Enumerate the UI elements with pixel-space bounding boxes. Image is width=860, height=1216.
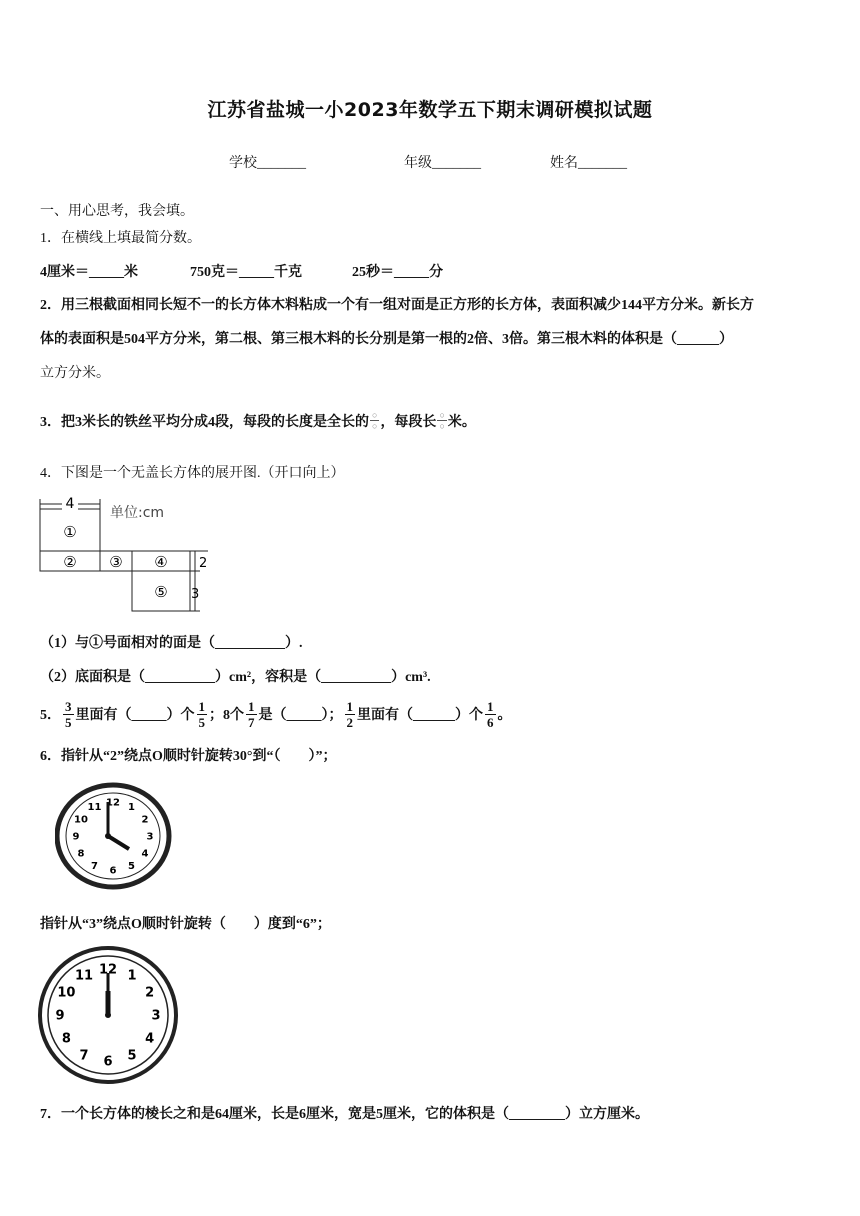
face-1: ① xyxy=(63,523,77,541)
q5-number: 5． xyxy=(40,708,61,723)
clock-numeral: 3 xyxy=(151,1008,161,1024)
clock-numeral: 5 xyxy=(128,860,135,872)
clock-numeral: 1 xyxy=(127,968,137,984)
q5-text: 里面有（_____）个 xyxy=(75,708,195,723)
clock-numeral: 8 xyxy=(61,1031,71,1047)
q5-text: 。 xyxy=(497,708,512,723)
grade-field: 年级_______ xyxy=(404,156,481,171)
clock-numeral: 5 xyxy=(127,1048,137,1064)
clock-numeral: 12 xyxy=(106,797,120,809)
clock-small xyxy=(55,782,175,890)
face-2: ② xyxy=(63,553,77,571)
question-1: 1．在横线上填最简分数。 xyxy=(40,231,201,246)
face-5: ⑤ xyxy=(154,583,168,601)
school-field: 学校_______ xyxy=(229,156,306,171)
fraction: $\frac{1}{2}$ xyxy=(346,698,353,730)
q5-text: 里面有（______）个 xyxy=(357,708,483,723)
clock-numeral: 10 xyxy=(74,814,88,826)
question-2-line-3: 立方分米。 xyxy=(40,366,110,381)
clock-numeral: 12 xyxy=(98,962,118,978)
q5-text: 是（_____）； xyxy=(258,708,343,723)
q1-item-3: 25秒＝_____分 xyxy=(352,265,443,280)
clock-numeral: 4 xyxy=(145,1031,155,1047)
cuboid-net-diagram xyxy=(38,495,218,615)
blank-fraction: ○ ○ xyxy=(439,410,445,431)
dimension-label: 2 xyxy=(199,556,208,571)
blank-fraction: ○ ○ xyxy=(372,410,378,431)
q5-text: ；8个 xyxy=(209,708,244,723)
clock-numeral: 2 xyxy=(145,985,155,1001)
question-6: 6．指针从“2”绕点O顺时针旋转30°到“（ ）”； xyxy=(40,749,337,764)
clock-numeral: 1 xyxy=(128,802,135,814)
q4-sub-2: （2）底面积是（__________）cm²，容积是（__________）cm³. xyxy=(40,670,431,685)
clock-numeral: 4 xyxy=(141,848,149,860)
q1-item-1: 4厘米＝_____米 xyxy=(40,265,138,280)
page-title: 江苏省盐城一小2023年数学五下期末调研模拟试题 xyxy=(207,99,653,121)
question-5 xyxy=(40,694,512,734)
clock-large xyxy=(38,945,182,1087)
clock-numeral: 2 xyxy=(141,814,149,826)
clock-numeral: 11 xyxy=(74,968,94,984)
question-6-part-2: 指针从“3”绕点O顺时针旋转（ ）度到“6”； xyxy=(40,917,331,932)
clock-numeral: 6 xyxy=(103,1054,113,1070)
clock-numeral: 6 xyxy=(109,865,117,877)
dimension-label: 4 xyxy=(65,496,75,512)
fraction: $\frac{1}{7}$ xyxy=(248,698,255,730)
clock-numeral: 3 xyxy=(146,831,154,843)
question-3 xyxy=(40,410,476,431)
fraction: $\frac{1}{5}$ xyxy=(198,698,205,730)
clock-numeral: 9 xyxy=(72,831,80,843)
q3-text-3: 米。 xyxy=(447,414,476,430)
q3-text-2: ，每段长 xyxy=(380,414,437,430)
clock-numeral: 11 xyxy=(87,802,102,814)
face-3: ③ xyxy=(109,553,123,571)
q4-sub-1: （1）与①号面相对的面是（__________）. xyxy=(40,636,303,651)
q1-item-2: 750克＝_____千克 xyxy=(190,265,302,280)
name-field: 姓名_______ xyxy=(550,156,627,171)
question-2-line-2: 体的表面积是504平方分米，第二根、第三根木料的长分别是第一根的2倍、3倍。第三根木料的体积是（______） xyxy=(40,332,733,347)
unit-label: 单位:cm xyxy=(110,505,165,521)
clock-numeral: 7 xyxy=(79,1048,89,1064)
fraction: $\frac{3}{5}$ xyxy=(65,698,72,730)
question-7: 7．一个长方体的棱长之和是64厘米，长是6厘米，宽是5厘米，它的体积是（________）立方厘米。 xyxy=(40,1107,649,1122)
section-heading: 一、用心思考，我会填。 xyxy=(40,204,194,219)
clock-numeral: 8 xyxy=(77,848,85,860)
clock-numeral: 9 xyxy=(55,1008,65,1024)
dimension-label: 3 xyxy=(191,587,200,602)
question-2-line-1: 2．用三根截面相同长短不一的长方体木料粘成一个有一组对面是正方形的长方体，表面积减少144平方分米。新长方 xyxy=(40,298,754,313)
clock-numeral: 10 xyxy=(57,985,76,1001)
fraction: $\frac{1}{6}$ xyxy=(487,698,494,730)
question-4: 4．下图是一个无盖长方体的展开图.（开口向上） xyxy=(40,466,345,481)
face-4: ④ xyxy=(154,553,168,571)
q3-text-1: 3．把3米长的铁丝平均分成4段，每段的长度是全长的 xyxy=(40,414,369,430)
clock-numeral: 7 xyxy=(91,860,98,872)
